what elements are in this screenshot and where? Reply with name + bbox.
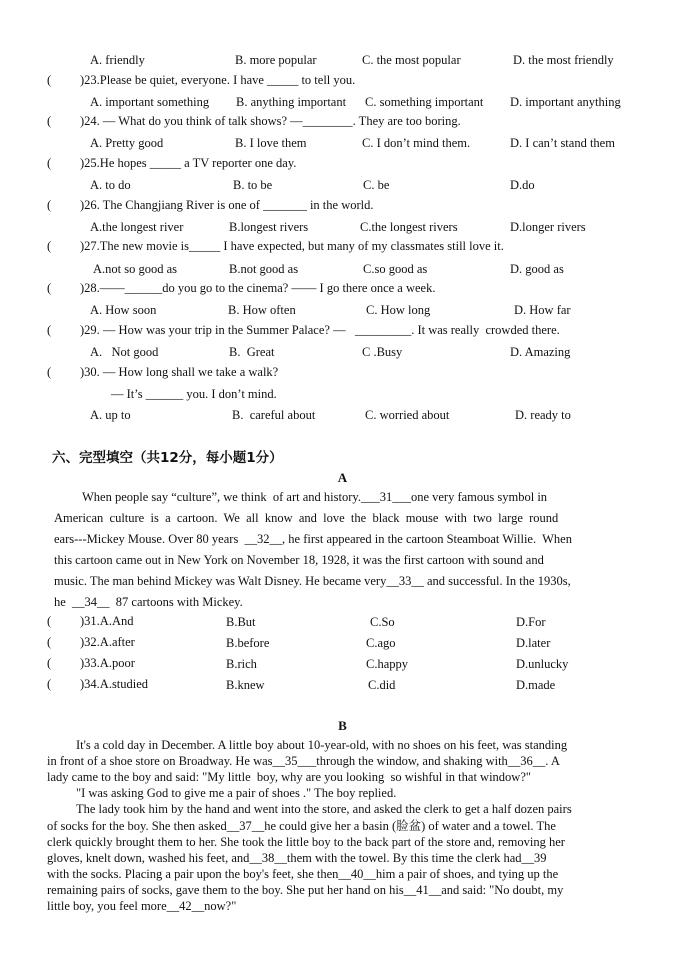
question-stem: )33.A.poor	[80, 656, 135, 670]
option-d: D. Amazing	[510, 345, 571, 359]
answer-bracket: (	[47, 73, 52, 87]
answer-bracket: (	[47, 281, 52, 295]
option-b: B. to be	[233, 178, 273, 192]
question-stem: )31.A.And	[80, 614, 134, 628]
question-stem: )25.He hopes _____ a TV reporter one day.	[80, 156, 297, 170]
option-b: B.before	[226, 636, 270, 650]
option-d: D. important anything	[510, 95, 621, 109]
option-d: D.For	[516, 615, 546, 629]
answer-bracket: (	[47, 614, 52, 628]
option-d: D. I can’t stand them	[510, 136, 615, 150]
passage-line: When people say “culture”, we think of art and history.___31___one very famous symbol in	[82, 490, 548, 504]
section-title: 六、完型填空（共12分，每小题1分）	[52, 450, 283, 466]
option-d: D. ready to	[515, 408, 571, 422]
option-a: A. Not good	[90, 345, 159, 359]
question-stem-continued: — It’s ______ you. I don’t mind.	[111, 387, 277, 401]
option-d: D. How far	[514, 303, 571, 317]
option-c: C. worried about	[365, 408, 450, 422]
option-c: C.the longest rivers	[360, 220, 458, 234]
question-stem: )30. — How long shall we take a walk?	[80, 365, 279, 379]
passage-line: "I was asking God to give me a pair of shoes ." The boy replied.	[76, 786, 397, 800]
answer-bracket: (	[47, 656, 52, 670]
option-c: C.so good as	[363, 262, 428, 276]
passage-line: American culture is a cartoon. We all know and love the black mouse with two large round	[54, 511, 559, 525]
question-stem: )28.——______do you go to the cinema? —— I go there once a week.	[80, 281, 436, 295]
option-d: D. good as	[510, 262, 564, 276]
passage-line: with the socks. Placing a pair upon the boy's feet, she then__40__him a pair of shoes, and tying up the	[47, 867, 559, 881]
passage-line: remaining pairs of socks, gave them to the boy. She put her hand on his__41__and said: "No doubt, my	[47, 883, 564, 897]
option-b: B.not good as	[229, 262, 299, 276]
passage-line: little boy, you feel more__42__now?"	[47, 899, 237, 913]
option-b: B. more popular	[235, 53, 317, 67]
option-a: A.the longest river	[90, 220, 184, 234]
answer-bracket: (	[47, 677, 52, 691]
passage-line: this cartoon came out in New York on November 18, 1928, it was the first cartoon with sound and	[54, 553, 544, 567]
passage-line: ears---Mickey Mouse. Over 80 years __32__, he first appeared in the cartoon Steamboat Willie. When	[54, 532, 572, 546]
option-b: B. Great	[229, 345, 275, 359]
passage-line: in front of a shoe store on Broadway. He was__35___through the window, and shaking with__36__. A	[47, 754, 560, 768]
option-c: C. something important	[365, 95, 484, 109]
passage-line: The lady took him by the hand and went into the store, and asked the clerk to get a half dozen pairs	[76, 802, 572, 816]
answer-bracket: (	[47, 198, 52, 212]
answer-bracket: (	[47, 323, 52, 337]
question-stem: )32.A.after	[80, 635, 135, 649]
question-stem: )24. — What do you think of talk shows? —________. They are too boring.	[80, 114, 461, 128]
option-b: B.longest rivers	[229, 220, 309, 234]
answer-bracket: (	[47, 156, 52, 170]
option-a: A.not so good as	[93, 262, 178, 276]
option-d: D.later	[516, 636, 551, 650]
passage-line: lady came to the boy and said: "My little boy, why are you looking so wishful in that window?"	[47, 770, 531, 784]
option-d: D. the most friendly	[513, 53, 614, 67]
option-d: D.made	[516, 678, 556, 692]
passage-line: of socks for the boy. She then asked__37__he could give her a basin (脸盆) of water and a towel. The	[47, 819, 556, 833]
option-a: A. to do	[90, 178, 131, 192]
option-b: B. How often	[228, 303, 296, 317]
option-c: C. be	[363, 178, 390, 192]
option-b: B. anything important	[236, 95, 347, 109]
option-a: A. Pretty good	[90, 136, 164, 150]
question-stem: )26. The Changjiang River is one of _______ in the world.	[80, 198, 374, 212]
option-a: A. How soon	[90, 303, 157, 317]
option-d: D.unlucky	[516, 657, 569, 671]
option-c: C .Busy	[362, 345, 403, 359]
passage-line: It's a cold day in December. A little boy about 10-year-old, with no shoes on his feet, was standing	[76, 738, 568, 752]
passage-b-title: B	[338, 718, 347, 733]
option-d: D.longer rivers	[510, 220, 586, 234]
option-c: C.happy	[366, 657, 409, 671]
answer-bracket: (	[47, 239, 52, 253]
option-c: C.ago	[366, 636, 396, 650]
question-stem: )27.The new movie is_____ I have expected, but many of my classmates still love it.	[80, 239, 504, 253]
passage-line: clerk quickly brought them to her. She took the little boy to the back part of the store and, removing her	[47, 835, 565, 849]
option-c: C. How long	[366, 303, 431, 317]
option-c: C.did	[368, 678, 396, 692]
question-stem: )23.Please be quiet, everyone. I have _____ to tell you.	[80, 73, 356, 87]
option-c: C.So	[370, 615, 395, 629]
passage-line: gloves, knelt down, washed his feet, and__38__them with the towel. By this time the clerk had__39	[47, 851, 547, 865]
passage-line: he __34__ 87 cartoons with Mickey.	[54, 595, 243, 609]
option-a: A. up to	[90, 408, 131, 422]
question-stem: )34.A.studied	[80, 677, 149, 691]
option-b: B. careful about	[232, 408, 316, 422]
option-c: C. the most popular	[362, 53, 461, 67]
option-b: B.rich	[226, 657, 257, 671]
option-b: B. I love them	[235, 136, 307, 150]
answer-bracket: (	[47, 114, 52, 128]
option-c: C. I don’t mind them.	[362, 136, 471, 150]
option-a: A. friendly	[90, 53, 145, 67]
option-b: B.But	[226, 615, 256, 629]
passage-line: music. The man behind Mickey was Walt Disney. He became very__33__ and successful. In the 1930s,	[54, 574, 571, 588]
option-d: D.do	[510, 178, 535, 192]
option-b: B.knew	[226, 678, 265, 692]
question-stem: )29. — How was your trip in the Summer Palace? — _________. It was really crowded there.	[80, 323, 560, 337]
answer-bracket: (	[47, 635, 52, 649]
answer-bracket: (	[47, 365, 52, 379]
option-a: A. important something	[90, 95, 210, 109]
passage-a-title: A	[337, 470, 348, 485]
